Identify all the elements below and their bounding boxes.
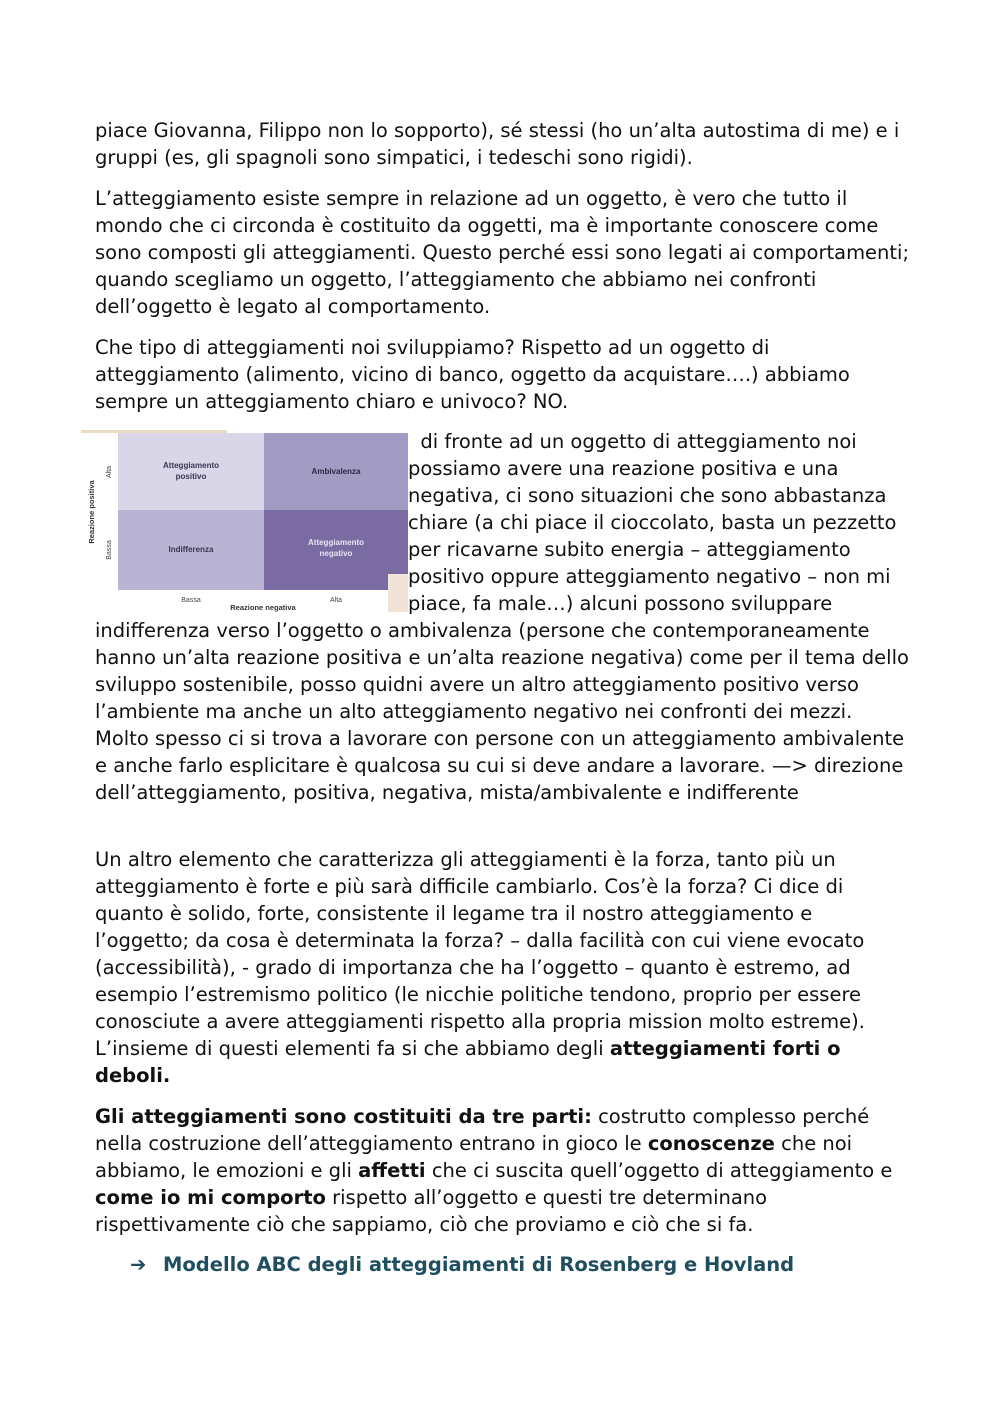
x-tick-high: Alta <box>329 597 343 604</box>
arrow-right-icon: ➔ <box>130 1253 147 1276</box>
x-axis-label: Reazione negativa <box>230 603 296 612</box>
cell-bottom-right-label-1: Atteggiamento <box>308 538 364 547</box>
x-tick-low: Bassa <box>181 597 201 604</box>
cell-bottom-right-label-2: negativo <box>319 549 353 558</box>
paragraph-3 <box>95 334 910 415</box>
paragraph-5-text <box>95 846 910 1089</box>
attitude-matrix-svg <box>81 430 408 612</box>
attitude-matrix-figure <box>81 430 408 612</box>
figure-corner-fragment <box>388 574 408 612</box>
paragraph-2-text: L’atteggiamento esiste sempre in relazione ad un oggetto, è vero che tutto il mondo che ci circonda è costituito da oggetti, ma è importante conoscere come sono composti gli atteggiamenti. Questo perché essi sono legati ai comportamenti; quando scegliamo un oggetto, l’atteggiamento che abbiamo nei confronti dell’oggetto è legato al comportamento. <box>95 187 910 318</box>
paragraph-6-span-1: costrutto complesso perché nella costruzione dell’atteggiamento entrano in gioco le <box>95 1105 870 1155</box>
paragraph-3-text: Che tipo di atteggiamenti noi sviluppiamo? Rispetto ad un oggetto di atteggiamento (alimento, vicino di banco, oggetto da acquistare….) abbiamo sempre un atteggiamento chiaro e univoco? NO. <box>95 336 850 413</box>
paragraph-4 <box>87 428 916 806</box>
strong-attitudes-phrase: atteggiamenti forti o deboli. <box>95 1037 841 1087</box>
abc-model-heading-text: Modello ABC degli atteggiamenti di Rosenberg e Hovland <box>163 1253 795 1276</box>
paragraph-6-span-3: che ci suscita quell’oggetto di atteggiamento e <box>425 1159 893 1182</box>
affects-word: affetti <box>358 1159 426 1182</box>
paragraph-5-body: Un altro elemento che caratterizza gli atteggiamenti è la forza, tanto più un atteggiamento è forte e più sarà difficile cambiarlo. Cos’è la forza? Ci dice di quanto è solido, forte, consistente il legame tra il nostro atteggiamento e l’oggetto; da cosa è determinata la forza? – dalla facilità con cui viene evocato (accessibilità), - grado di importanza che ha l’oggetto – quanto è estremo, ad esempio l’estremismo politico (le nicchie politiche tendono, proprio per essere conosciute a avere atteggiamenti rispetto alla propria mission molto estreme). L’insieme di questi elementi fa si che abbiamo degli <box>95 848 865 1060</box>
cell-bottom-left-label: Indifferenza <box>168 545 214 554</box>
y-tick-low: Bassa <box>106 540 113 560</box>
paragraph-6 <box>95 1103 910 1238</box>
knowledge-word: conoscenze <box>647 1132 775 1155</box>
cell-top-right-label: Ambivalenza <box>311 467 361 476</box>
paragraph-6-span-4: rispetto all’oggetto e questi tre determinano rispettivamente ciò che sappiamo, ciò che proviamo e ciò che si fa. <box>95 1186 768 1236</box>
paragraph-5 <box>95 846 910 1089</box>
behavior-phrase: come io mi comporto <box>95 1186 326 1209</box>
paragraph-6-text <box>95 1103 910 1238</box>
paragraph-6-span-2: che noi abbiamo, le emozioni e gli <box>95 1132 853 1182</box>
abc-model-heading <box>130 1251 794 1278</box>
cell-top-left-label-1: Atteggiamento <box>163 461 219 470</box>
cell-top-left-label-2: positivo <box>175 472 207 481</box>
three-parts-phrase: Gli atteggiamenti sono costituiti da tre parti: <box>95 1105 592 1128</box>
paragraph-4-text: di fronte ad un oggetto di atteggiamento noi possiamo avere una reazione positiva e una negativa, ci sono situazioni che sono abbastanza chiare (a chi piace il cioccolato, basta un pezzetto per ricavarne subito energia – atteggiamento positivo oppure atteggiamento negativo – non mi piace, fa male…) alcuni possono sviluppare indifferenza verso l’oggetto o ambivalenza (persone che contemporaneamente hanno un’alta reazione positiva e un’alta reazione negativa) come per il tema dello sviluppo sostenibile, posso quidni avere un altro atteggiamento positivo verso l’ambiente ma anche un alto atteggiamento negativo nei confronti dei mezzi. Molto spesso ci si trova a lavorare con persone con un atteggiamento ambivalente e anche farlo esplicitare è qualcosa su cui si deve andare a lavorare. —> direzione dell’atteggiamento, positiva, negativa, mista/ambivalente e indifferente <box>95 430 916 804</box>
y-axis-label: Reazione positiva <box>87 480 96 544</box>
y-tick-high: Alta <box>106 465 113 479</box>
paragraph-2 <box>95 185 910 320</box>
paragraph-1 <box>95 117 910 171</box>
paragraph-1-text: piace Giovanna, Filippo non lo sopporto), sé stessi (ho un’alta autostima di me) e i gruppi (es, gli spagnoli sono simpatici, i tedeschi sono rigidi). <box>95 119 900 169</box>
